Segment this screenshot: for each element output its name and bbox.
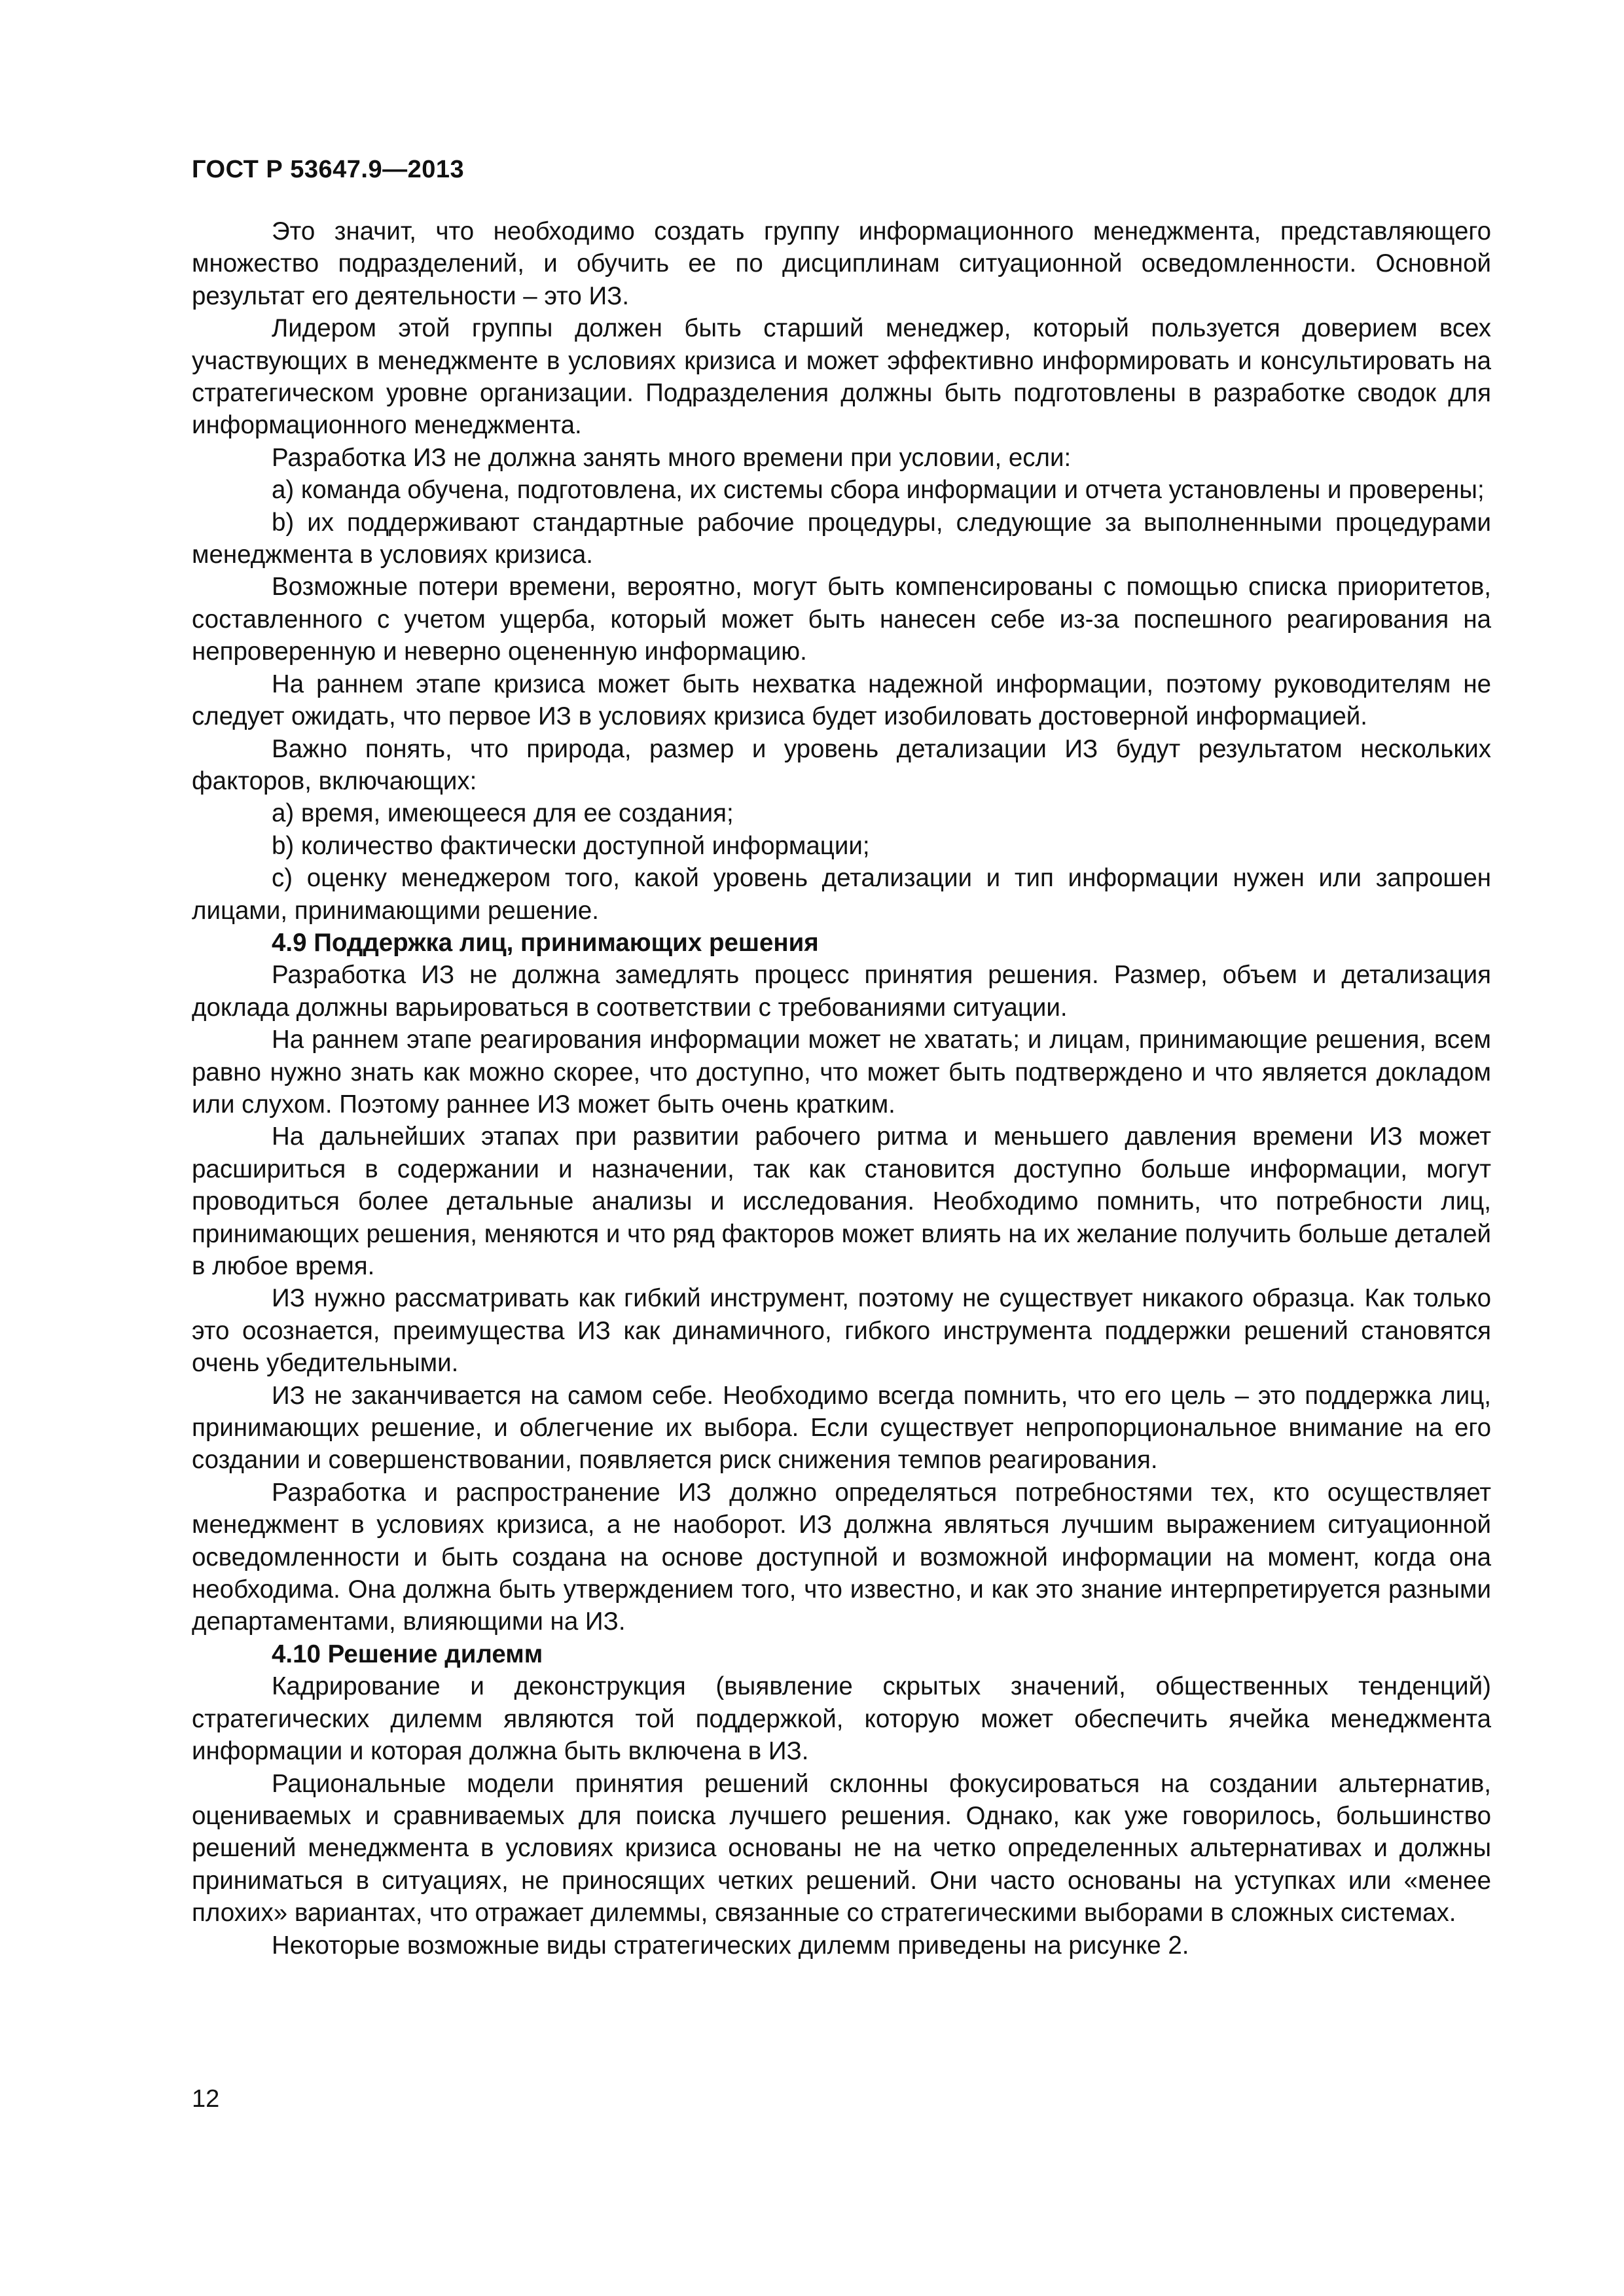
paragraph: Важно понять, что природа, размер и уровень детализации ИЗ будут результатом нескольких факторов, включающих: <box>192 734 1491 795</box>
list-item: b) их поддерживают стандартные рабочие процедуры, следующие за выполненными процедурами менеджмента в условиях кризиса. <box>192 508 1491 569</box>
paragraph: Кадрирование и деконструкция (выявление скрытых значений, общественных тенденций) стратегических дилемм являются той поддержкой, которую может обеспечить ячейка менеджмента информации и которая должна быть включена в ИЗ. <box>192 1672 1491 1766</box>
paragraph: Некоторые возможные виды стратегических дилемм приведены на рисунке 2. <box>272 1931 1189 1960</box>
paragraph: На раннем этапе кризиса может быть нехватка надежной информации, поэтому руководителям не следует ожидать, что первое ИЗ в условиях кризиса будет изобиловать достоверной информацией. <box>192 670 1491 731</box>
paragraph: На раннем этапе реагирования информации может не хватать; и лицам, принимающие решения, всем равно нужно знать как можно скорее, что доступно, что может быть подтверждено и что является докладом или слухом. Поэтому раннее ИЗ может быть очень кратким. <box>192 1026 1491 1119</box>
paragraph: Разработка ИЗ не должна занять много времени при условии, если: <box>272 443 1072 472</box>
paragraph: Это значит, что необходимо создать группу информационного менеджмента, представляющего множество подразделений, и обучить ее по дисциплинам ситуационной осведомленности. Основной результат его деятельности – это ИЗ. <box>192 217 1491 310</box>
document-header: ГОСТ Р 53647.9—2013 <box>192 156 465 183</box>
section-heading-4-10: 4.10 Решение дилемм <box>272 1640 543 1668</box>
paragraph: На дальнейших этапах при развитии рабочего ритма и меньшего давления времени ИЗ может расшириться в содержании и назначении, так как становится доступно больше информации, могут проводиться более детальные анализы и исследования. Необходимо помнить, что потребности лиц, принимающих решения, меняются и что ряд факторов может влиять на их желание получить больше деталей в любое время. <box>192 1122 1491 1280</box>
paragraph: Возможные потери времени, вероятно, могут быть компенсированы с помощью списка приоритетов, составленного с учетом ущерба, который может быть нанесен себе из-за поспешного реагирования на непроверенную и неверно оцененную информацию. <box>192 573 1491 666</box>
paragraph: Разработка ИЗ не должна замедлять процесс принятия решения. Размер, объем и детализация доклада должны варьироваться в соответствии с требованиями ситуации. <box>192 961 1491 1022</box>
list-item: а) команда обучена, подготовлена, их системы сбора информации и отчета установлены и проверены; <box>272 476 1485 505</box>
paragraph: Разработка и распространение ИЗ должно определяться потребностями тех, кто осуществляет менеджмент в условиях кризиса, а не наоборот. ИЗ должна являться лучшим выражением ситуационной осведомленности и быть создана на основе доступной и возможной информации на момент, когда она необходима. Она должна быть утверждением того, что известно, и как это знание интерпретируется разными департаментами, влияющими на ИЗ. <box>192 1478 1491 1636</box>
list-item: b) количество фактически доступной информации; <box>272 831 870 860</box>
paragraph: ИЗ не заканчивается на самом себе. Необходимо всегда помнить, что его цель – это поддержка лиц, принимающих решение, и облегчение их выбора. Если существует непропорциональное внимание на его создании и совершенствовании, появляется риск снижения темпов реагирования. <box>192 1381 1491 1475</box>
list-item: с) оценку менеджером того, какой уровень детализации и тип информации нужен или запрошен лицами, принимающими решение. <box>192 864 1491 925</box>
page-number: 12 <box>192 2085 220 2113</box>
paragraph: Рациональные модели принятия решений склонны фокусироваться на создании альтернатив, оцениваемых и сравниваемых для поиска лучшего решения. Однако, как уже говорилось, большинство решений менеджмента в условиях кризиса основаны не на четко определенных альтернативах и должны приниматься в ситуациях, не приносящих четких решений. Они часто основаны на уступках или «менее плохих» вариантах, что отражает дилеммы, связанные со стратегическими выборами в сложных системах. <box>192 1769 1491 1928</box>
document-body <box>192 215 1491 1962</box>
paragraph: ИЗ нужно рассматривать как гибкий инструмент, поэтому не существует никакого образца. Как только это осознается, преимущества ИЗ как динамичного, гибкого инструмента поддержки решений становятся очень убедительными. <box>192 1284 1491 1378</box>
section-heading-4-9: 4.9 Поддержка лиц, принимающих решения <box>272 928 819 957</box>
paragraph: Лидером этой группы должен быть старший менеджер, который пользуется доверием всех участвующих в менеджменте в условиях кризиса и может эффективно информировать и консультировать на стратегическом уровне организации. Подразделения должны быть подготовлены в разработке сводок для информационного менеджмента. <box>192 314 1491 440</box>
list-item: а) время, имеющееся для ее создания; <box>272 799 734 828</box>
